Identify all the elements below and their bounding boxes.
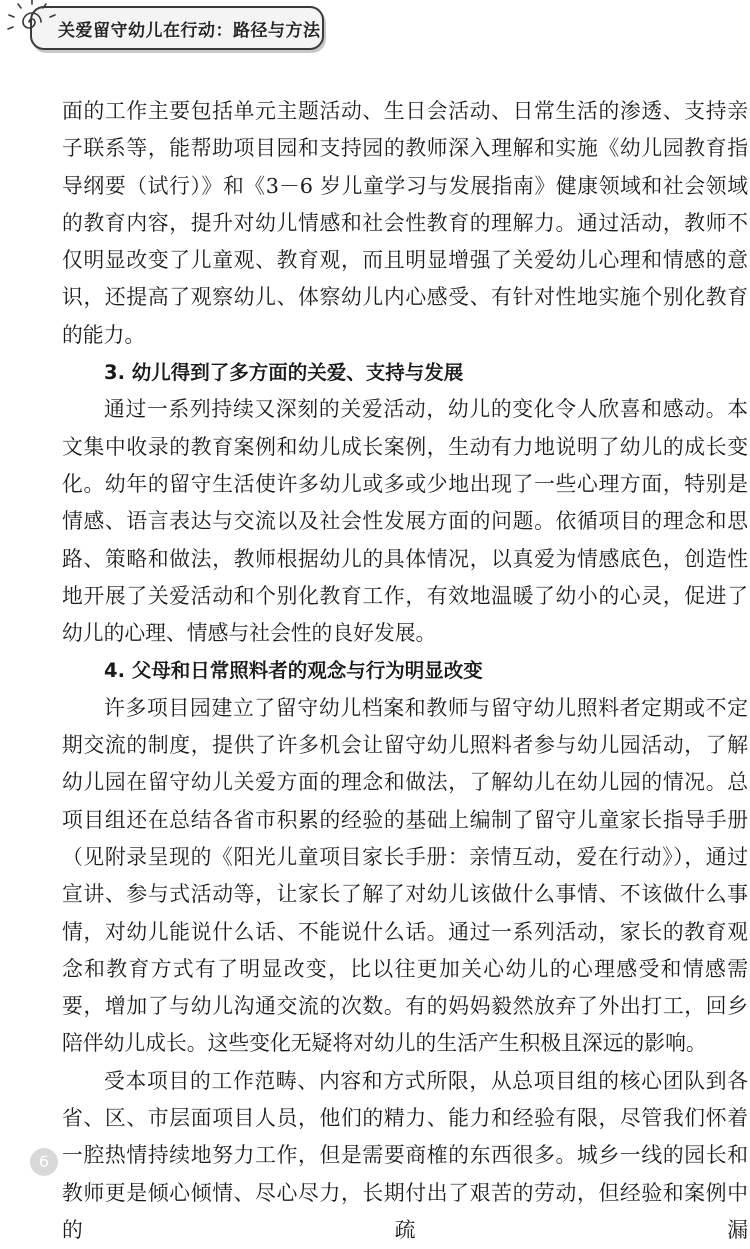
body-paragraph: 许多项目园建立了留守幼儿档案和教师与留守幼儿照料者定期或不定期交流的制度，提供了许多机会让留守幼儿照料者参与幼儿园活动，了解幼儿园在留守幼儿关爱方面的理念和做法，了解幼儿在幼儿园的情况。总项目组还在总结各省市积累的经验的基础上编制了留守儿童家长指导手册（见附录呈现的《阳光儿童项目家长手册：亲情互动，爱在行动》），通过宣讲、参与式活动等，让家长了解了对幼儿该做什么事情、不该做什么事情，对幼儿能说什么话、不能说什么话。通过一系列活动，家长的教育观念和教育方式有了明显改变，比以往更加关心幼儿的心理感受和情感需要，增加了与幼儿沟通交流的次数。有的妈妈毅然放弃了外出打工，回乡陪伴幼儿成长。这些变化无疑将对幼儿的生活产生积极且深远的影响。 [62, 695, 748, 1056]
sun-swirl-icon [2, 0, 58, 44]
page-number: 6 [30, 1148, 58, 1176]
body-paragraph-continued: 面的工作主要包括单元主题活动、生日会活动、日常生活的渗透、支持亲子联系等，能帮助项目园和支持园的教师深入理解和实施《幼儿园教育指导纲要（试行）》和《3－6 岁儿童学习与发展指南》健康领域和社会领域的教育内容，提升对幼儿情感和社会性教育的理解力。通过活动，教师不仅明显改变了儿童观、教育观，而且明显增强了关爱幼儿心理和情感的意识，还提高了观察幼儿、体察幼儿内心感受、有针对性地实施个别化教育的能力。 [62, 99, 748, 347]
section-heading-3: 3. 幼儿得到了多方面的关爱、支持与发展 [104, 361, 464, 385]
page-body [62, 93, 748, 1249]
running-header-title: 关爱留守幼儿在行动：路径与方法 [58, 21, 321, 41]
section-heading-4: 4. 父母和日常照料者的观念与行为明显改变 [104, 659, 483, 683]
body-paragraph: 通过一系列持续又深刻的关爱活动，幼儿的变化令人欣喜和感动。本文集中收录的教育案例和幼儿成长案例，生动有力地说明了幼儿的成长变化。幼年的留守生活使许多幼儿或多或少地出现了一些心理方面，特别是情感、语言表达与交流以及社会性发展方面的问题。依循项目的理念和思路、策略和做法，教师根据幼儿的具体情况，以真爱为情感底色，创造性地开展了关爱活动和个别化教育工作，有效地温暖了幼小的心灵，促进了幼儿的心理、情感与社会性的良好发展。 [62, 397, 748, 646]
body-paragraph: 受本项目的工作范畴、内容和方式所限，从总项目组的核心团队到各省、区、市层面项目人员，他们的精力、能力和经验有限，尽管我们怀着一腔热情持续地努力工作，但是需要商榷的东西很多。城乡一线的园长和教师更是倾心倾情、尽心尽力，长期付出了艰苦的劳动，但经验和案例中的疏漏 [62, 1068, 748, 1242]
